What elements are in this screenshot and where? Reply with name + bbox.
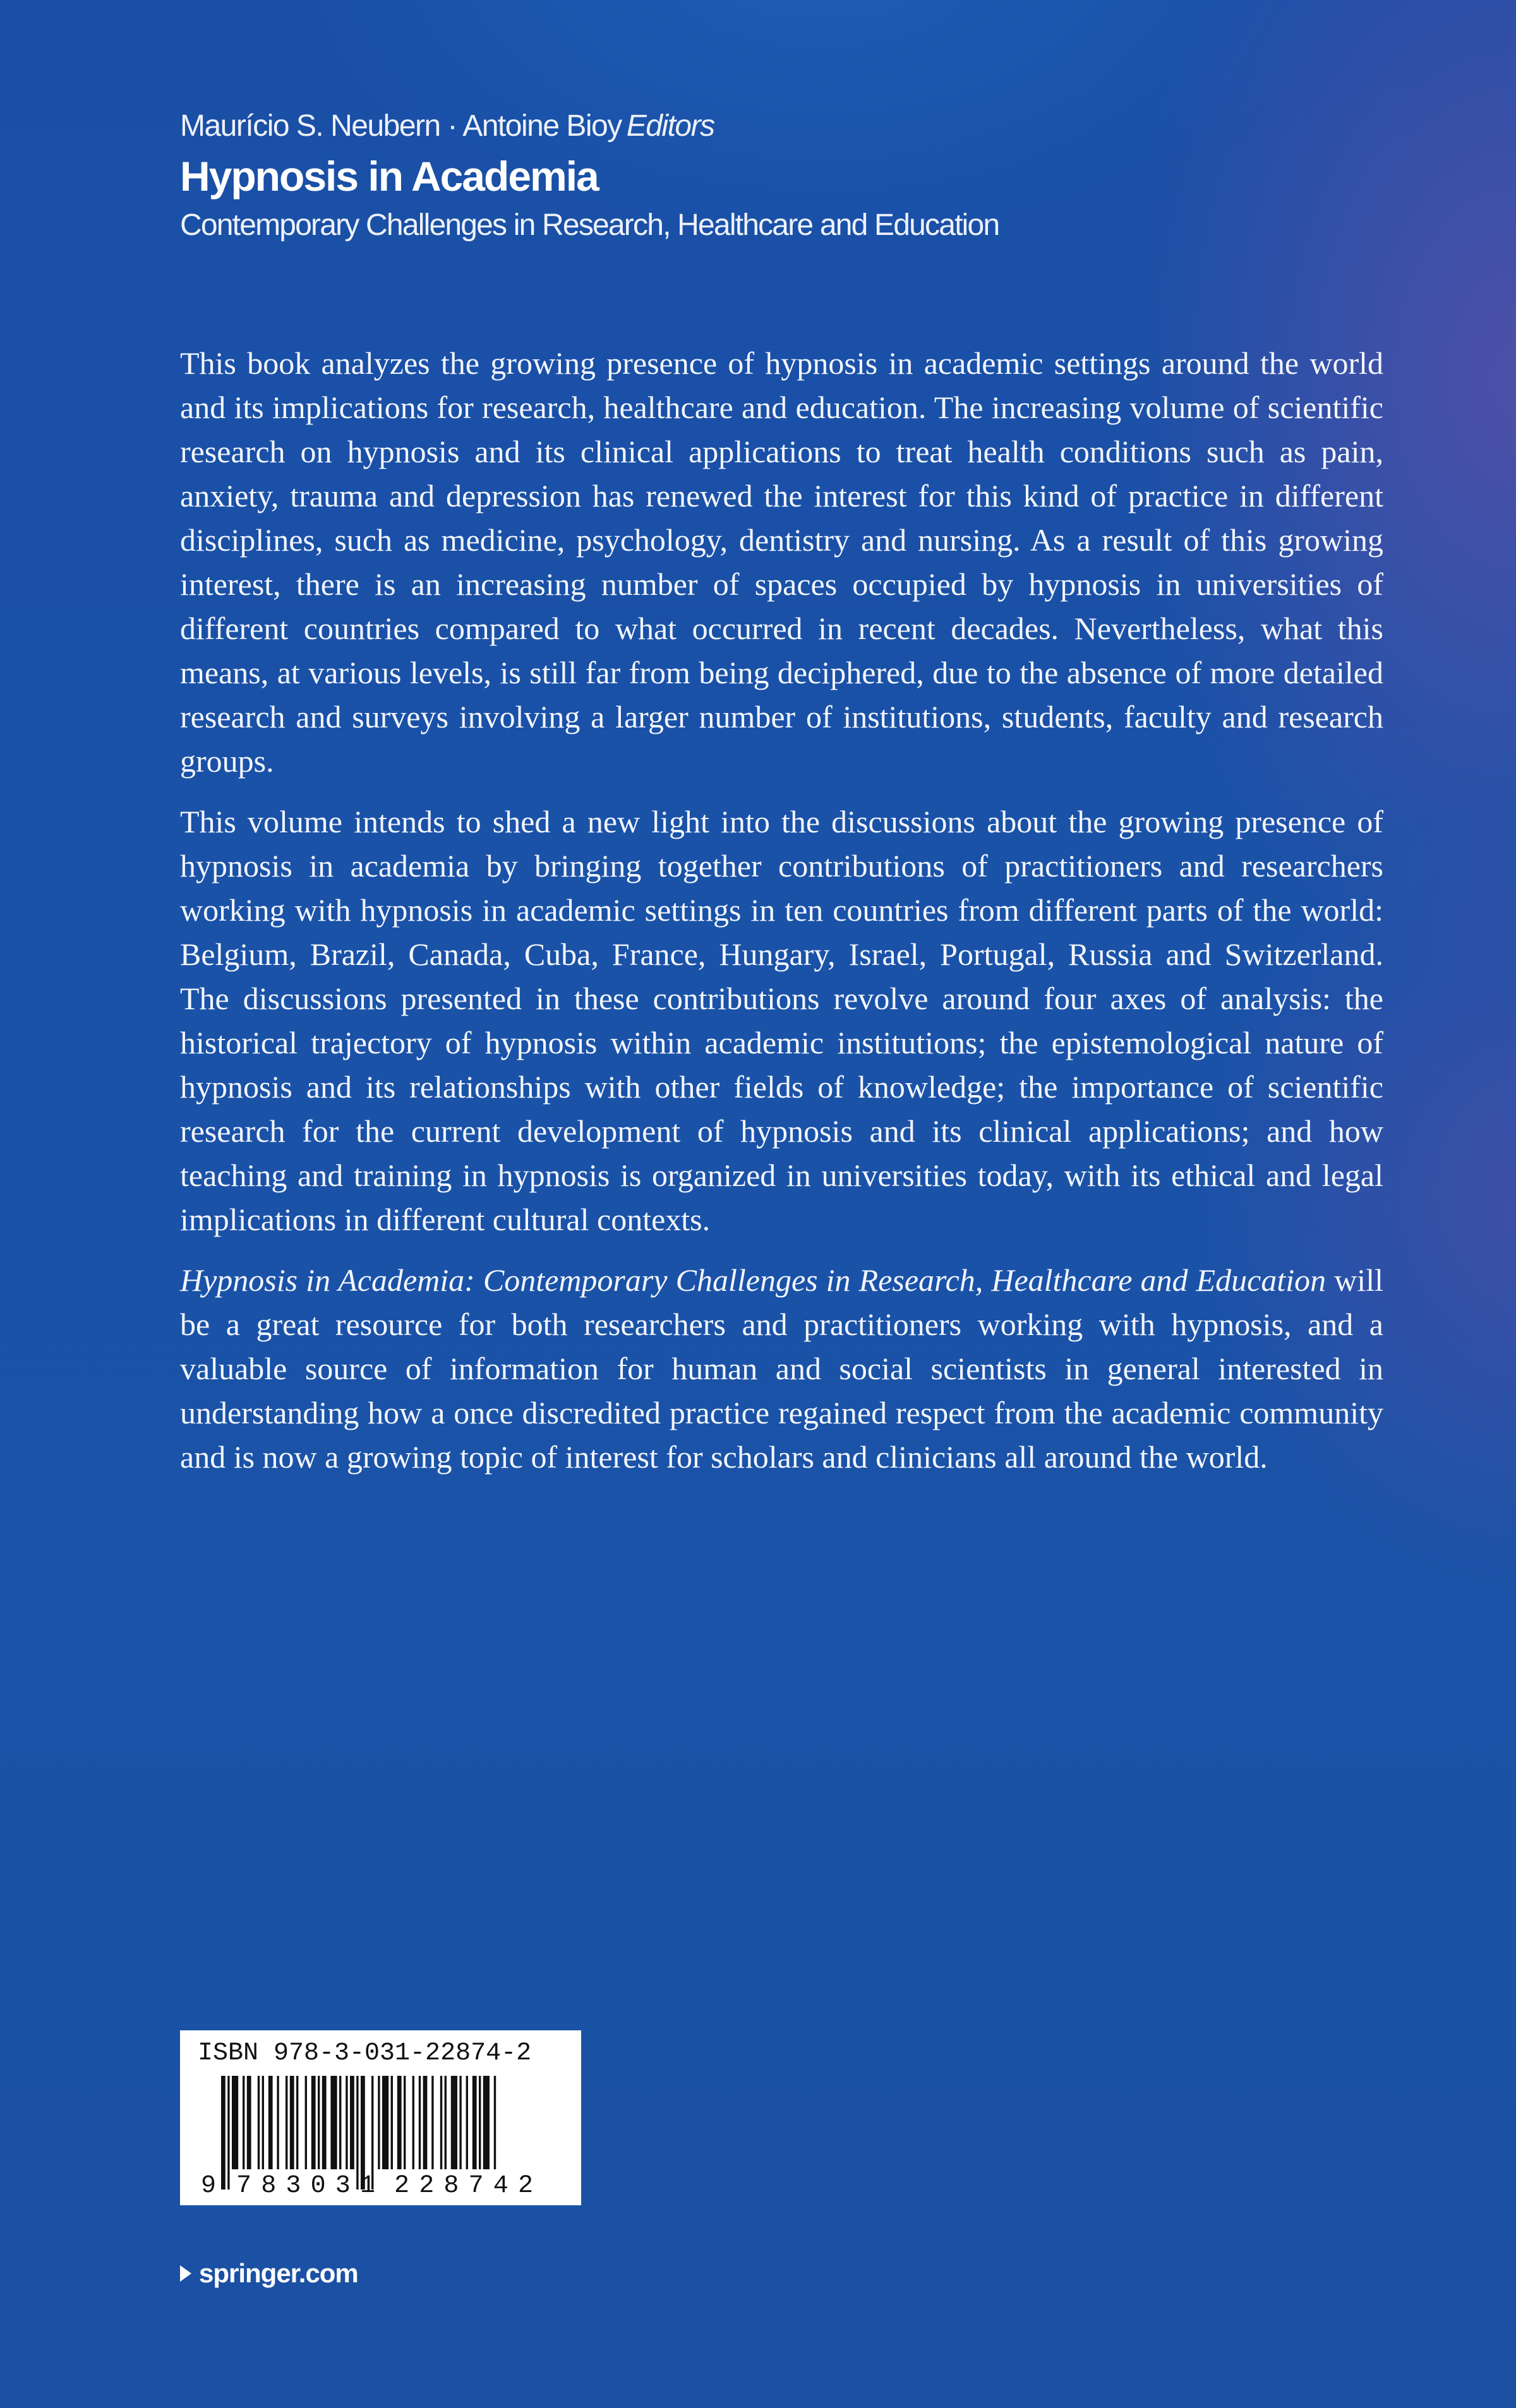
barcode-bar	[247, 2076, 251, 2169]
barcode-bar	[412, 2076, 414, 2169]
barcode-bar	[290, 2076, 294, 2169]
barcode-bar	[262, 2076, 264, 2169]
barcode-bar	[258, 2076, 260, 2169]
barcode-bar	[459, 2076, 461, 2169]
blurb-paragraph-2: This volume intends to shed a new light into the discussions about the growing presence of hypnosis in academia by bringing together contributions of practitioners and researchers working with hypnosis in academic settings in ten countries from different parts of the world: Belgium, Brazil, Canada, Cuba, France, Hungary, Israel, Portugal, Russia and Switzerland. The discussions presented in these contributions revolve around four axes of analysis: the historical trajectory of hypnosis within academic institutions; the epistemological nature of hypnosis and its relationships with other fields of knowledge; the importance of scientific research for the current development of hypnosis and its clinical applications; and how teaching and training in hypnosis is organized in universities today, with its ethical and legal implications in different cultural contexts.	[180, 804, 1383, 1237]
book-title: Hypnosis in Academia	[180, 153, 598, 200]
barcode-bar	[346, 2076, 347, 2169]
barcode-bar	[440, 2076, 442, 2169]
barcode-bar	[356, 2076, 358, 2189]
barcode-bar	[423, 2076, 428, 2169]
barcode-bar	[382, 2076, 388, 2169]
barcode-bar	[472, 2076, 477, 2169]
barcode-bar	[404, 2076, 406, 2169]
isbn-label: ISBN 978-3-031-22874-2	[198, 2039, 532, 2068]
barcode-bar	[378, 2076, 380, 2169]
barcode-bar	[431, 2076, 433, 2169]
blurb	[180, 341, 1383, 1495]
barcode-bar	[483, 2076, 490, 2169]
barcode-bar	[466, 2076, 468, 2169]
barcode-bar	[221, 2076, 226, 2189]
barcode-bar	[391, 2076, 393, 2169]
barcode-left-digits: 783031	[236, 2172, 375, 2196]
editors-names: Maurício S. Neubern · Antoine Bioy	[180, 109, 622, 143]
barcode-bar	[277, 2076, 279, 2169]
barcode-bar	[311, 2076, 316, 2169]
blurb-paragraph-1: This book analyzes the growing presence of hypnosis in academic settings around the world and its implications for research, healthcare and education. The increasing volume of scientific research on hypnosis and its clinical applications to treat health conditions such as pain, anxiety, trauma and depression has renewed the interest for this kind of practice in different disciplines, such as medicine, psychology, dentistry and nursing. As a result of this growing interest, there is an increasing number of spaces occupied by hypnosis in universities of different countries compared to what occurred in recent decades. Nevertheless, what this means, at various levels, is still far from being deciphered, due to the absence of more detailed research and surveys involving a larger number of institutions, students, faculty and research groups.	[180, 345, 1383, 779]
barcode-bar	[339, 2076, 341, 2169]
barcode-bar	[318, 2076, 320, 2169]
barcode-bar	[286, 2076, 287, 2169]
barcode-bar	[494, 2076, 496, 2169]
barcode-bar	[451, 2076, 457, 2169]
barcode-bar	[227, 2076, 229, 2189]
barcode-bar	[305, 2076, 307, 2169]
cover-header	[180, 106, 1380, 246]
barcode-bar	[419, 2076, 421, 2169]
barcode-bar	[232, 2076, 238, 2169]
book-subtitle: Contemporary Challenges in Research, Healthcare and Education	[180, 208, 999, 242]
barcode-bar	[322, 2076, 327, 2169]
editors-role: Editors	[626, 109, 714, 143]
editors-line	[180, 106, 1380, 147]
publisher-link[interactable]	[180, 2258, 358, 2289]
barcode-graphic	[196, 2076, 568, 2196]
barcode-bar	[445, 2076, 447, 2169]
blurb-paragraph-3-text: will be a great resource for both researchers and practitioners working with hypnosis, and a valuable source of information for human and social scientists in general interested in understanding how a once discredited practice regained respect from the academic community and is now a growing topic of interest for scholars and clinicians all around the world.	[180, 1262, 1383, 1475]
barcode-bar	[243, 2076, 244, 2169]
blurb-title-reference: Hypnosis in Academia: Contemporary Challenges in Research, Healthcare and Education	[180, 1262, 1326, 1298]
barcode-bar	[350, 2076, 354, 2169]
blurb-paragraph-3	[180, 1258, 1383, 1479]
triangle-arrow-icon	[180, 2265, 191, 2282]
publisher-website[interactable]: springer.com	[199, 2258, 358, 2288]
isbn-barcode	[180, 2030, 581, 2205]
barcode-bar	[330, 2076, 337, 2169]
barcode-bar	[397, 2076, 402, 2169]
barcode-lead-digit: 9	[201, 2172, 217, 2196]
barcode-bar	[479, 2076, 481, 2169]
barcode-bar	[296, 2076, 298, 2169]
barcode-bar	[268, 2076, 273, 2169]
barcode-right-digits: 228742	[394, 2172, 533, 2196]
